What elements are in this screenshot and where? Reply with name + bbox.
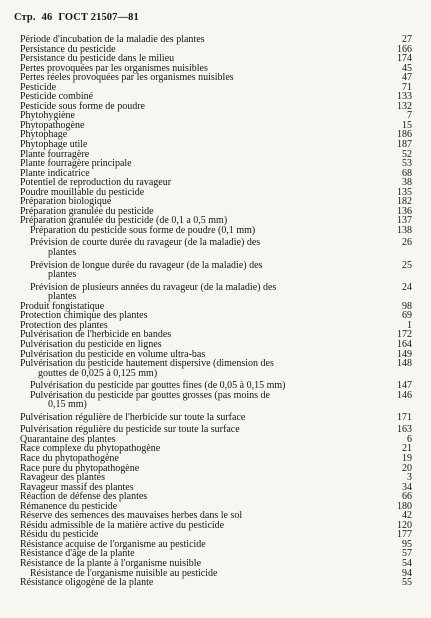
- entry-page-number: 137: [397, 215, 412, 227]
- entry-term-text: Pulvérisation régulière du pesticide sur toute la surface: [20, 424, 240, 436]
- entry-page-number: 135: [397, 186, 412, 198]
- entry-page-number: 172: [397, 329, 412, 341]
- entry-term-text: Réaction de défense des plantes: [20, 491, 148, 503]
- entry-page-number: 98: [402, 300, 412, 312]
- entry-term: [20, 226, 380, 236]
- entry-term-text: Pulvérisation de l'herbicide en bandes: [20, 329, 172, 341]
- index-entry: [20, 359, 412, 378]
- entry-term: [20, 261, 380, 280]
- entry-page-number: 177: [397, 529, 412, 541]
- entry-term-text: Préparation biologique: [20, 196, 112, 208]
- entry-term-text: Protection chimique des plantes: [20, 310, 148, 322]
- entry-page-number: 187: [397, 139, 412, 151]
- entry-term-text: Persistance du pesticide: [20, 43, 116, 55]
- entry-page-number: 66: [402, 491, 412, 503]
- index-entry: [20, 413, 412, 423]
- entry-term-text: Prévision de longue durée du ravageur (de la maladie) des: [30, 259, 263, 271]
- entry-term-text: Pulvérisation du pesticide par gouttes grosses (pas moins de: [30, 389, 270, 401]
- entry-term-continuation: plantes: [48, 291, 77, 303]
- entry-term-text: Phytopathogène: [20, 119, 85, 131]
- entry-page-number: 148: [397, 358, 412, 370]
- entry-term-text: Résistance de la plante à l'organisme nuisible: [20, 557, 202, 569]
- entry-term-text: Résistance de l'organisme nuisible au pesticide: [30, 567, 218, 579]
- entry-term-text: Plante fourragère principale: [20, 158, 132, 170]
- page-number: 46: [41, 12, 53, 23]
- entry-page-number: 133: [397, 91, 412, 103]
- entry-page-number: 53: [402, 158, 412, 170]
- entry-term: [20, 578, 380, 588]
- entry-term-text: Préparation granulée du pesticide (de 0,1 a 0,5 mm): [20, 215, 228, 227]
- entry-term-text: Pesticide sous forme de poudre: [20, 100, 145, 112]
- entry-term-continuation: plantes: [48, 269, 77, 281]
- entry-page-number: 69: [402, 310, 412, 322]
- entry-term-text: Protection des plantes: [20, 319, 108, 331]
- entry-term-text: Pertes provoquées par les organismes nuisibles: [20, 62, 208, 74]
- entry-page-number: 95: [402, 538, 412, 550]
- entry-page-number: 171: [397, 411, 412, 423]
- entry-term-continuation: plantes: [48, 247, 77, 259]
- entry-page-number: 149: [397, 348, 412, 360]
- entry-page-number: 21: [402, 443, 412, 455]
- entry-page-number: 180: [397, 500, 412, 512]
- entry-page-number: 20: [402, 462, 412, 474]
- entry-term-text: Phytohygiène: [20, 110, 75, 122]
- entry-page-number: 42: [402, 510, 412, 522]
- entry-term-text: Phytophage: [20, 129, 68, 141]
- entry-page-number: 68: [402, 167, 412, 179]
- entry-term-text: Race pure du phytopathogène: [20, 462, 140, 474]
- entry-term-text: Résidu admissible de la matière active du pesticide: [20, 519, 225, 531]
- entry-term-text: Prévision de courte durée du ravageur (de la maladie) des: [30, 237, 261, 249]
- entry-term: [20, 238, 380, 257]
- entry-term-text: Pulvérisation régulière de l'herbicide sur toute la surface: [20, 411, 246, 423]
- index-entry: [20, 102, 412, 112]
- index-entry: [20, 121, 412, 131]
- entry-page-number: 186: [397, 129, 412, 141]
- page-prefix: Стр.: [14, 12, 36, 23]
- entry-page-number: 34: [402, 481, 412, 493]
- entry-page-number: 182: [397, 196, 412, 208]
- index-entry: [20, 73, 412, 83]
- entry-term-text: Pesticide combiné: [20, 91, 94, 103]
- entry-term-text: Ravageur massif des plantes: [20, 481, 134, 493]
- entry-page-number: 52: [402, 148, 412, 160]
- entry-page-number: 120: [397, 519, 412, 531]
- page-header: [14, 12, 145, 23]
- entry-page-number: 136: [397, 205, 412, 217]
- entry-page-number: 38: [402, 177, 412, 189]
- standard-code: ГОСТ 21507—81: [58, 12, 139, 23]
- entry-page-number: 55: [402, 577, 412, 589]
- entry-page-number: 71: [402, 81, 412, 93]
- entry-page-number: 164: [397, 338, 412, 350]
- entry-term-text: Persistance du pesticide dans le milieu: [20, 53, 175, 65]
- entry-term-text: Réserve des semences des mauvaises herbes dans le sol: [20, 510, 243, 522]
- entry-term-text: Plante fourragère: [20, 148, 90, 160]
- entry-page-number: 19: [402, 452, 412, 464]
- entry-page-number: 94: [402, 567, 412, 579]
- entry-term-text: Préparation du pesticide sous forme de poudre (0,1 mm): [30, 224, 256, 236]
- index-entry: [20, 238, 412, 257]
- entry-page-number: 24: [402, 281, 412, 293]
- entry-term-text: Poudre mouillable du pesticide: [20, 186, 145, 198]
- entry-page-number: 15: [402, 119, 412, 131]
- entry-term-text: Produit fongistatique: [20, 300, 105, 312]
- index-entry: [20, 391, 412, 410]
- index-list: [20, 35, 412, 588]
- entry-term: [20, 359, 380, 378]
- entry-term-text: Pulvérisation du pesticide par gouttes fines (de 0,05 à 0,15 mm): [30, 380, 286, 392]
- entry-term-text: Potentiel de reproduction du ravageur: [20, 177, 172, 189]
- entry-term-text: Pulvérisation du pesticide hautement dispersive (dimension des: [20, 358, 274, 370]
- entry-term: [20, 413, 380, 423]
- entry-term-text: Période d'incubation de la maladie des plantes: [20, 34, 205, 45]
- entry-page-number: 163: [397, 424, 412, 436]
- index-entry: [20, 226, 412, 236]
- entry-page-number: 25: [402, 259, 412, 271]
- entry-page-number: 7: [407, 110, 412, 122]
- entry-term-text: Race complexe du phytopathogène: [20, 443, 161, 455]
- entry-term-text: Résistance acquise de l'organisme au pesticide: [20, 538, 206, 550]
- index-entry: [20, 261, 412, 280]
- entry-term: [20, 73, 380, 83]
- entry-page-number: 166: [397, 43, 412, 55]
- entry-page-number: 47: [402, 72, 412, 84]
- entry-term-continuation: 0,15 mm): [48, 399, 87, 411]
- entry-term-text: Pulvérisation du pesticide en volume ultra-bas: [20, 348, 206, 360]
- entry-page-number: 147: [397, 380, 412, 392]
- entry-term-text: Préparation granulée du pesticide: [20, 205, 154, 217]
- entry-term: [20, 121, 380, 131]
- entry-page-number: 27: [402, 34, 412, 45]
- entry-term-text: Pulvérisation du pesticide en lignes: [20, 338, 162, 350]
- entry-term: [20, 391, 380, 410]
- index-entry: [20, 283, 412, 302]
- entry-term-text: Rémanence du pesticide: [20, 500, 118, 512]
- entry-term-text: Résistance oligogène de la plante: [20, 577, 154, 589]
- entry-term-text: Résidu du pesticide: [20, 529, 99, 541]
- entry-term-text: Plante indicatrice: [20, 167, 90, 179]
- entry-term-text: Race du phytopathogène: [20, 452, 119, 464]
- entry-page-number: 3: [407, 472, 412, 484]
- entry-page-number: 146: [397, 389, 412, 401]
- entry-term: [20, 283, 380, 302]
- entry-page-number: 45: [402, 62, 412, 74]
- entry-term-text: Ravageur des plantes: [20, 472, 105, 484]
- entry-page-number: 132: [397, 100, 412, 112]
- entry-term-text: Quarantaine des plantes: [20, 433, 116, 445]
- entry-page-number: 174: [397, 53, 412, 65]
- entry-page-number: 57: [402, 548, 412, 560]
- entry-term-text: Prévision de plusieurs années du ravageur (de la maladie) des: [30, 281, 277, 293]
- index-entry: [20, 578, 412, 588]
- entry-page-number: 6: [407, 433, 412, 445]
- entry-term-text: Pertes réeles provoquées par les organismes nuisibles: [20, 72, 234, 84]
- entry-page-number: 138: [397, 224, 412, 236]
- entry-page-number: 1: [407, 319, 412, 331]
- entry-term-text: Pesticide: [20, 81, 57, 93]
- entry-term-text: Phytophage utile: [20, 139, 88, 151]
- entry-page-number: 54: [402, 557, 412, 569]
- entry-page-number: 26: [402, 237, 412, 249]
- entry-term-continuation: gouttes de 0,025 à 0,125 mm): [38, 367, 158, 379]
- entry-term-text: Résistance d'âge de la plante: [20, 548, 135, 560]
